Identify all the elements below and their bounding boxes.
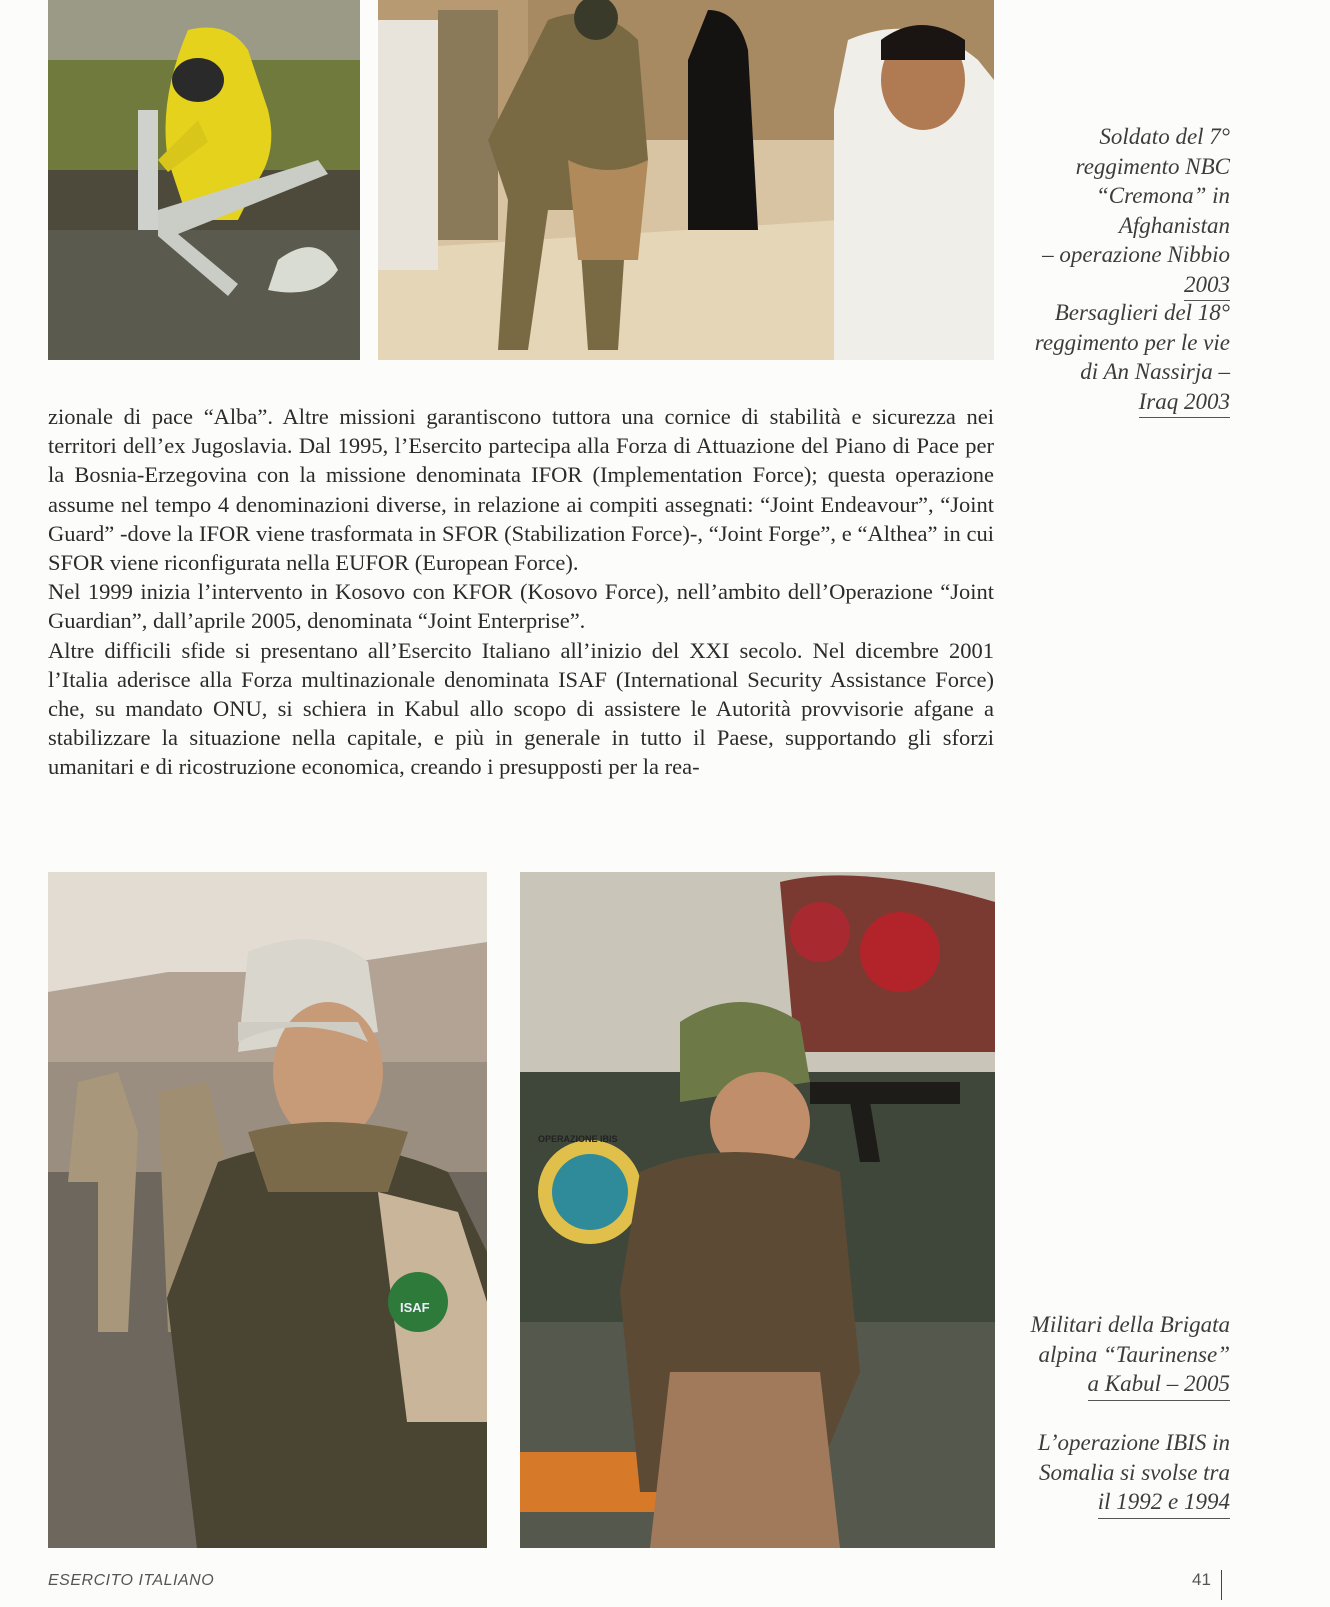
photo-street-patrol — [378, 0, 994, 360]
article-body — [48, 402, 994, 782]
caption-line: Bersaglieri del 18° — [1054, 300, 1230, 325]
paragraph: Altre difficili sfide si presentano all’Esercito Italiano all’inizio del XXI secolo. Nel dicembre 2001 l’Italia aderisce alla Forza multinazionale denominata ISAF (International Security Assistance Force) che, su mandato ONU, si schiera in Kabul allo scopo di assistere le Autorità provvisorie afgane a stabilizzare la situazione nella capitale, e più in generale in tutto il Paese, supportando gli sforzi umanitari e di ricostruzione economica, creando i presupposti per la rea- — [48, 637, 994, 780]
caption-line: a Kabul – 2005 — [1088, 1369, 1230, 1401]
caption-line: di An Nassirja – — [1080, 359, 1230, 384]
caption-line: reggimento NBC — [1075, 153, 1230, 179]
caption-bersaglieri — [1035, 298, 1230, 418]
photo-ibis-soldier — [520, 872, 995, 1548]
caption-line: 2003 — [1184, 270, 1230, 302]
photo-female-soldier — [48, 872, 487, 1548]
caption-line: – operazione Nibbio — [1042, 242, 1230, 267]
caption-line: Afghanistan — [1118, 212, 1230, 238]
paragraph: Nel 1999 inizia l’intervento in Kosovo con KFOR (Kosovo Force), nell’ambito dell’Operazione “Joint Guardian”, dall’aprile 2005, denominata “Joint Enterprise”. — [48, 579, 994, 634]
caption-line: alpina “Taurinense” — [1038, 1341, 1230, 1367]
ibis-emblem-label: OPERAZIONE IBIS — [538, 1134, 618, 1144]
caption-taurinense — [1031, 1310, 1230, 1401]
caption-line: “Cremona” in — [1096, 183, 1230, 208]
caption-line: Soldato del 7° — [1099, 124, 1230, 149]
caption-line: Militari della Brigata — [1030, 1312, 1230, 1337]
photo-nbc-soldier — [48, 0, 360, 360]
caption-nbc-soldier — [1042, 122, 1230, 301]
caption-line: il 1992 e 1994 — [1098, 1487, 1230, 1519]
isaf-patch-label: ISAF — [400, 1300, 430, 1315]
publication-name: ESERCITO ITALIANO — [48, 1572, 215, 1589]
caption-line: L’operazione IBIS in — [1037, 1430, 1230, 1455]
caption-line: Iraq 2003 — [1139, 387, 1230, 419]
paragraph: zionale di pace “Alba”. Altre missioni garantiscono tuttora una cornice di stabilità e sicurezza nei territori dell’ex Jugoslavia. Dal 1995, l’Esercito partecipa alla Forza di Attuazione del Piano di Pace per la Bosnia-Erzegovina con la missione denominata IFOR (Implementation Force); questa operazione assume nel tempo 4 denominazioni diverse, in relazione ai compiti assegnati: “Joint Endeavour”, “Joint Guard” -dove la IFOR viene trasformata in SFOR (Stabilization Force)-, “Joint Forge”, e “Althea” in cui SFOR viene riconfigurata nella EUFOR (European Force). — [48, 404, 994, 576]
caption-ibis — [1038, 1428, 1230, 1519]
page-number: 41 — [1192, 1570, 1222, 1600]
caption-line: Somalia si svolse tra — [1038, 1459, 1230, 1485]
caption-line: reggimento per le vie — [1034, 329, 1230, 355]
